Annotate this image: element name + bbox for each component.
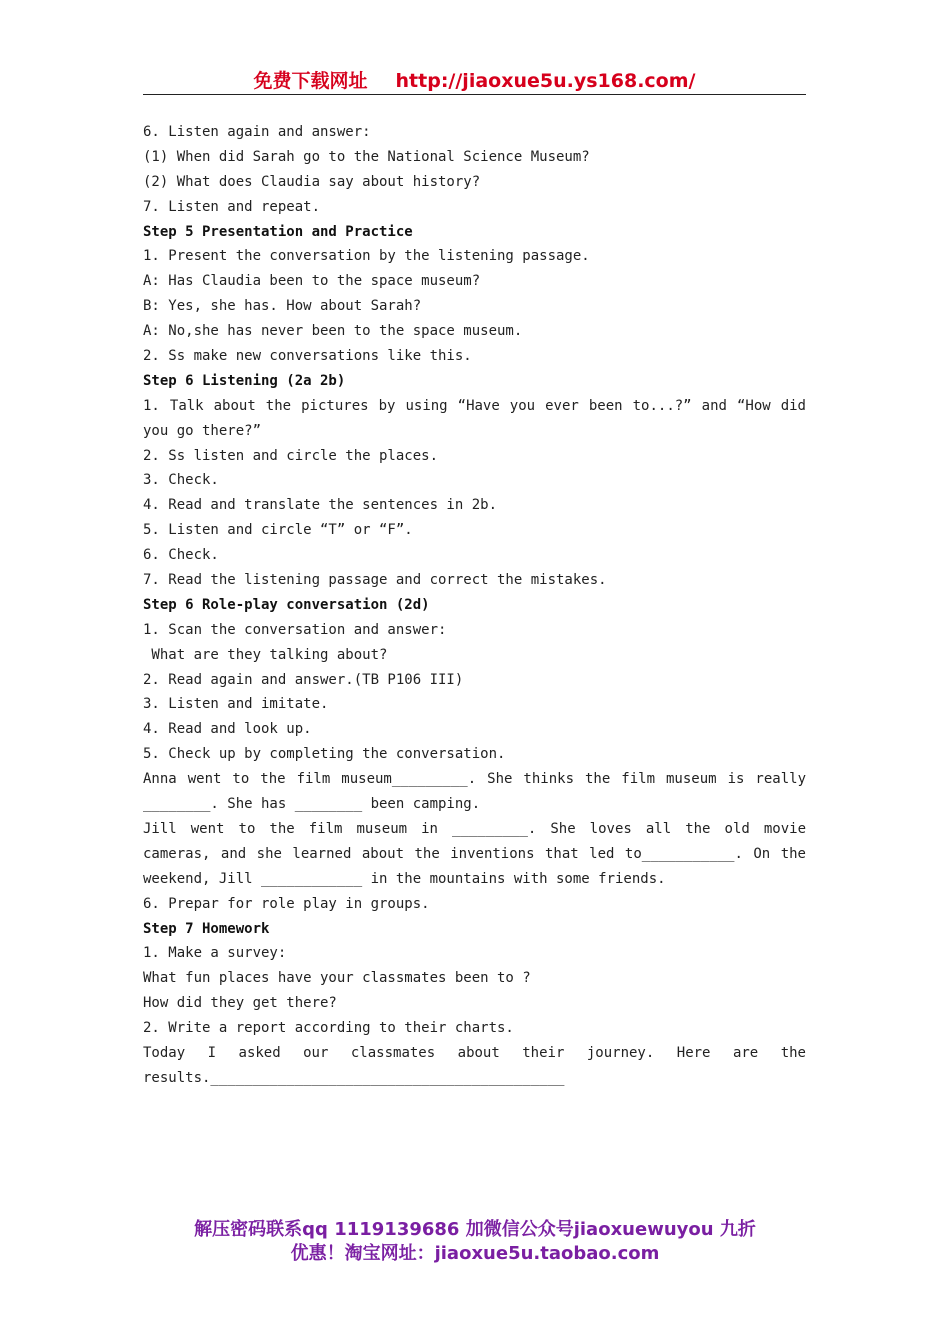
text-line: Anna went to the film museum_________. She thinks the film museum is really [143, 771, 806, 788]
section-heading: Step 6 Role-play conversation (2d) [143, 596, 430, 613]
text-line: 6. Prepar for role play in groups. [143, 895, 430, 912]
footer-line-1: 解压密码联系qq 1119139686 加微信公众号jiaoxuewuyou 九折 [194, 1219, 756, 1240]
header-url-link[interactable]: http://jiaoxue5u.ys168.com/ [395, 70, 696, 92]
text-line: 6. Check. [143, 547, 219, 564]
text-line: 6. Listen again and answer: [143, 124, 371, 140]
text-line: 3. Listen and imitate. [143, 696, 329, 713]
text-line: 2. Read again and answer.(TB P106 III) [143, 671, 464, 688]
text-line: 1. Present the conversation by the listening passage. [143, 248, 590, 265]
text-line: What are they talking about? [143, 646, 388, 663]
section-heading: Step 6 Listening (2a 2b) [143, 372, 346, 389]
text-line: B: Yes, she has. How about Sarah? [143, 298, 422, 315]
text-line: 2. Ss make new conversations like this. [143, 348, 472, 365]
text-line: 7. Read the listening passage and correct the mistakes. [143, 572, 607, 589]
text-line: 2. Write a report according to their charts. [143, 1020, 514, 1037]
document-body [143, 120, 806, 1091]
text-line: 1. Make a survey: [143, 945, 287, 962]
text-line: results.__________________________________________ [143, 1069, 565, 1086]
text-line: ________. She has ________ been camping. [143, 796, 481, 813]
header-title: 免费下载网址 [253, 70, 368, 92]
text-line: 4. Read and look up. [143, 721, 312, 738]
text-line: Jill went to the film museum in _________. She loves all the old movie [143, 820, 806, 837]
text-line: 7. Listen and repeat. [143, 198, 321, 215]
footer-line-2: 优惠！淘宝网址：jiaoxue5u.taobao.com [290, 1243, 660, 1264]
text-line: (1) When did Sarah go to the National Science Museum? [143, 148, 590, 165]
text-line: 2. Ss listen and circle the places. [143, 447, 439, 464]
section-heading: Step 5 Presentation and Practice [143, 223, 413, 240]
page-header [143, 66, 806, 95]
text-line: A: No,she has never been to the space museum. [143, 323, 523, 340]
text-line: 1. Scan the conversation and answer: [143, 621, 447, 638]
text-line: Today I asked our classmates about their journey. Here are the [143, 1044, 806, 1061]
text-line: 5. Check up by completing the conversation. [143, 746, 506, 763]
text-line: 3. Check. [143, 472, 219, 489]
text-line: cameras, and she learned about the inventions that led to___________. On the [143, 845, 806, 862]
text-line: What fun places have your classmates been to ? [143, 970, 531, 987]
text-line: weekend, Jill ____________ in the mountains with some friends. [143, 870, 666, 887]
text-line: 5. Listen and circle “T” or “F”. [143, 522, 413, 539]
text-line: you go there?” [143, 422, 262, 439]
section-heading: Step 7 Homework [143, 920, 270, 937]
page-footer [100, 1218, 850, 1266]
text-line: 1. Talk about the pictures by using “Have you ever been to...?” and “How did [143, 397, 806, 414]
text-line: (2) What does Claudia say about history? [143, 173, 481, 190]
text-line: 4. Read and translate the sentences in 2b. [143, 497, 498, 514]
text-line: How did they get there? [143, 995, 337, 1012]
text-line: A: Has Claudia been to the space museum? [143, 273, 481, 290]
